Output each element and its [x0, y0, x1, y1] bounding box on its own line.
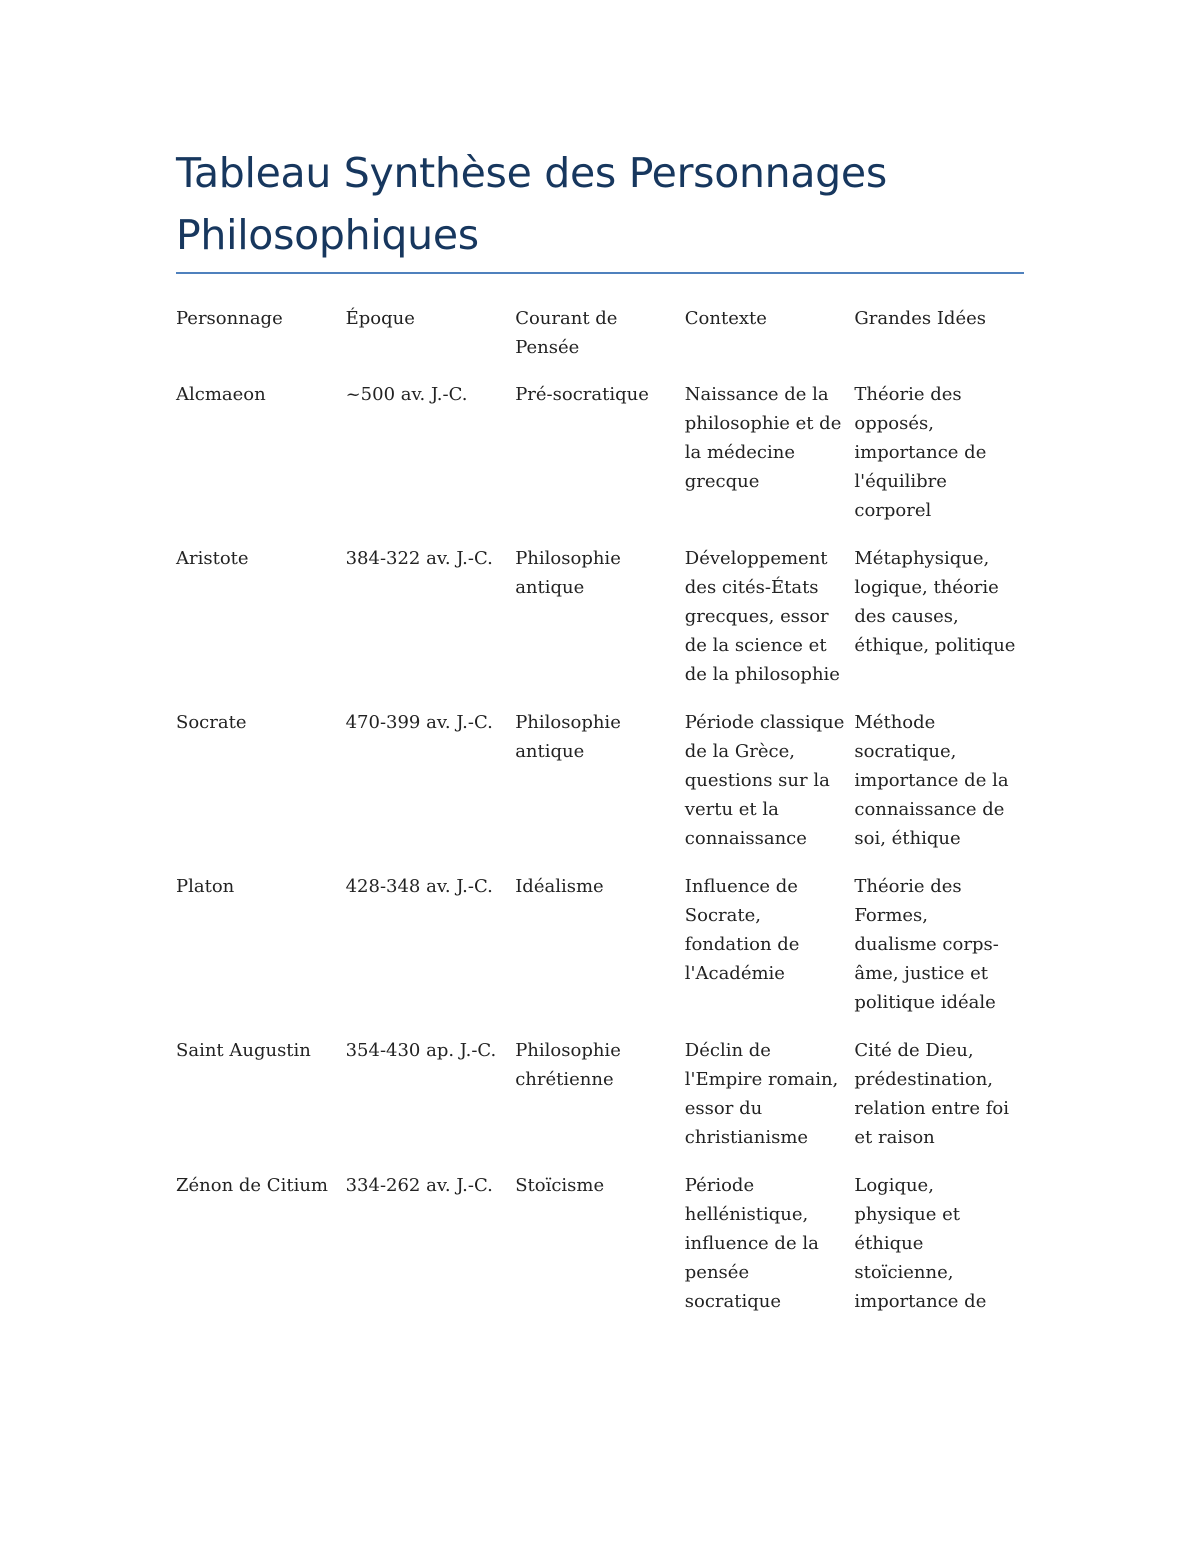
cell-courant: Pré-socratique	[515, 384, 649, 405]
table-row	[176, 1171, 1024, 1335]
header-grandes-idees: Grandes Idées	[854, 308, 986, 329]
cell-courant: Stoïcisme	[515, 1175, 605, 1196]
table-row	[176, 872, 1024, 1036]
header-courant: Courant de Pensée	[515, 308, 618, 358]
page-title: Tableau Synthèse des Personnages Philosophiques	[176, 149, 887, 259]
cell-courant: Idéalisme	[515, 876, 604, 897]
cell-grandes-idees: Métaphysique, logique, théorie des causes, éthique, politique	[854, 548, 1016, 656]
cell-personnage: Saint Augustin	[176, 1040, 311, 1061]
cell-contexte: Déclin de l'Empire romain, essor du christianisme	[684, 1040, 839, 1148]
cell-grandes-idees: Théorie des Formes, dualisme corps-âme, justice et politique idéale	[854, 876, 999, 1013]
cell-personnage: Alcmaeon	[176, 384, 266, 405]
cell-contexte: Influence de Socrate, fondation de l'Académie	[684, 876, 800, 984]
cell-courant: Philosophie antique	[515, 712, 621, 762]
cell-epoque: 470-399 av. J.-C.	[345, 712, 493, 733]
cell-contexte: Période hellénistique, influence de la pensée socratique	[684, 1175, 819, 1312]
header-epoque: Époque	[345, 308, 415, 329]
philosophers-table	[176, 304, 1024, 1335]
cell-personnage: Platon	[176, 876, 235, 897]
cell-grandes-idees: Logique, physique et éthique stoïcienne, importance de	[854, 1175, 987, 1312]
cell-contexte: Développement des cités-États grecques, essor de la science et de la philosophie	[684, 548, 840, 685]
header-contexte: Contexte	[684, 308, 767, 329]
title-underline-rule	[176, 272, 1024, 274]
table-header-row	[176, 304, 1024, 380]
cell-personnage: Zénon de Citium	[176, 1175, 328, 1196]
cell-epoque: 384-322 av. J.-C.	[345, 548, 493, 569]
header-personnage: Personnage	[176, 308, 283, 329]
cell-grandes-idees: Méthode socratique, importance de la connaissance de soi, éthique	[854, 712, 1009, 849]
cell-courant: Philosophie chrétienne	[515, 1040, 621, 1090]
cell-epoque: ~500 av. J.-C.	[345, 384, 468, 405]
cell-personnage: Socrate	[176, 712, 247, 733]
cell-courant: Philosophie antique	[515, 548, 621, 598]
cell-epoque: 354-430 ap. J.-C.	[345, 1040, 497, 1061]
table-row	[176, 544, 1024, 708]
table-row	[176, 708, 1024, 872]
cell-epoque: 428-348 av. J.-C.	[345, 876, 493, 897]
table-row	[176, 1036, 1024, 1171]
cell-epoque: 334-262 av. J.-C.	[345, 1175, 493, 1196]
cell-contexte: Naissance de la philosophie et de la médecine grecque	[684, 384, 842, 492]
cell-grandes-idees: Théorie des opposés, importance de l'équilibre corporel	[854, 384, 987, 521]
table-row	[176, 380, 1024, 544]
cell-personnage: Aristote	[176, 548, 249, 569]
cell-contexte: Période classique de la Grèce, questions sur la vertu et la connaissance	[684, 712, 845, 849]
cell-grandes-idees: Cité de Dieu, prédestination, relation entre foi et raison	[854, 1040, 1009, 1148]
